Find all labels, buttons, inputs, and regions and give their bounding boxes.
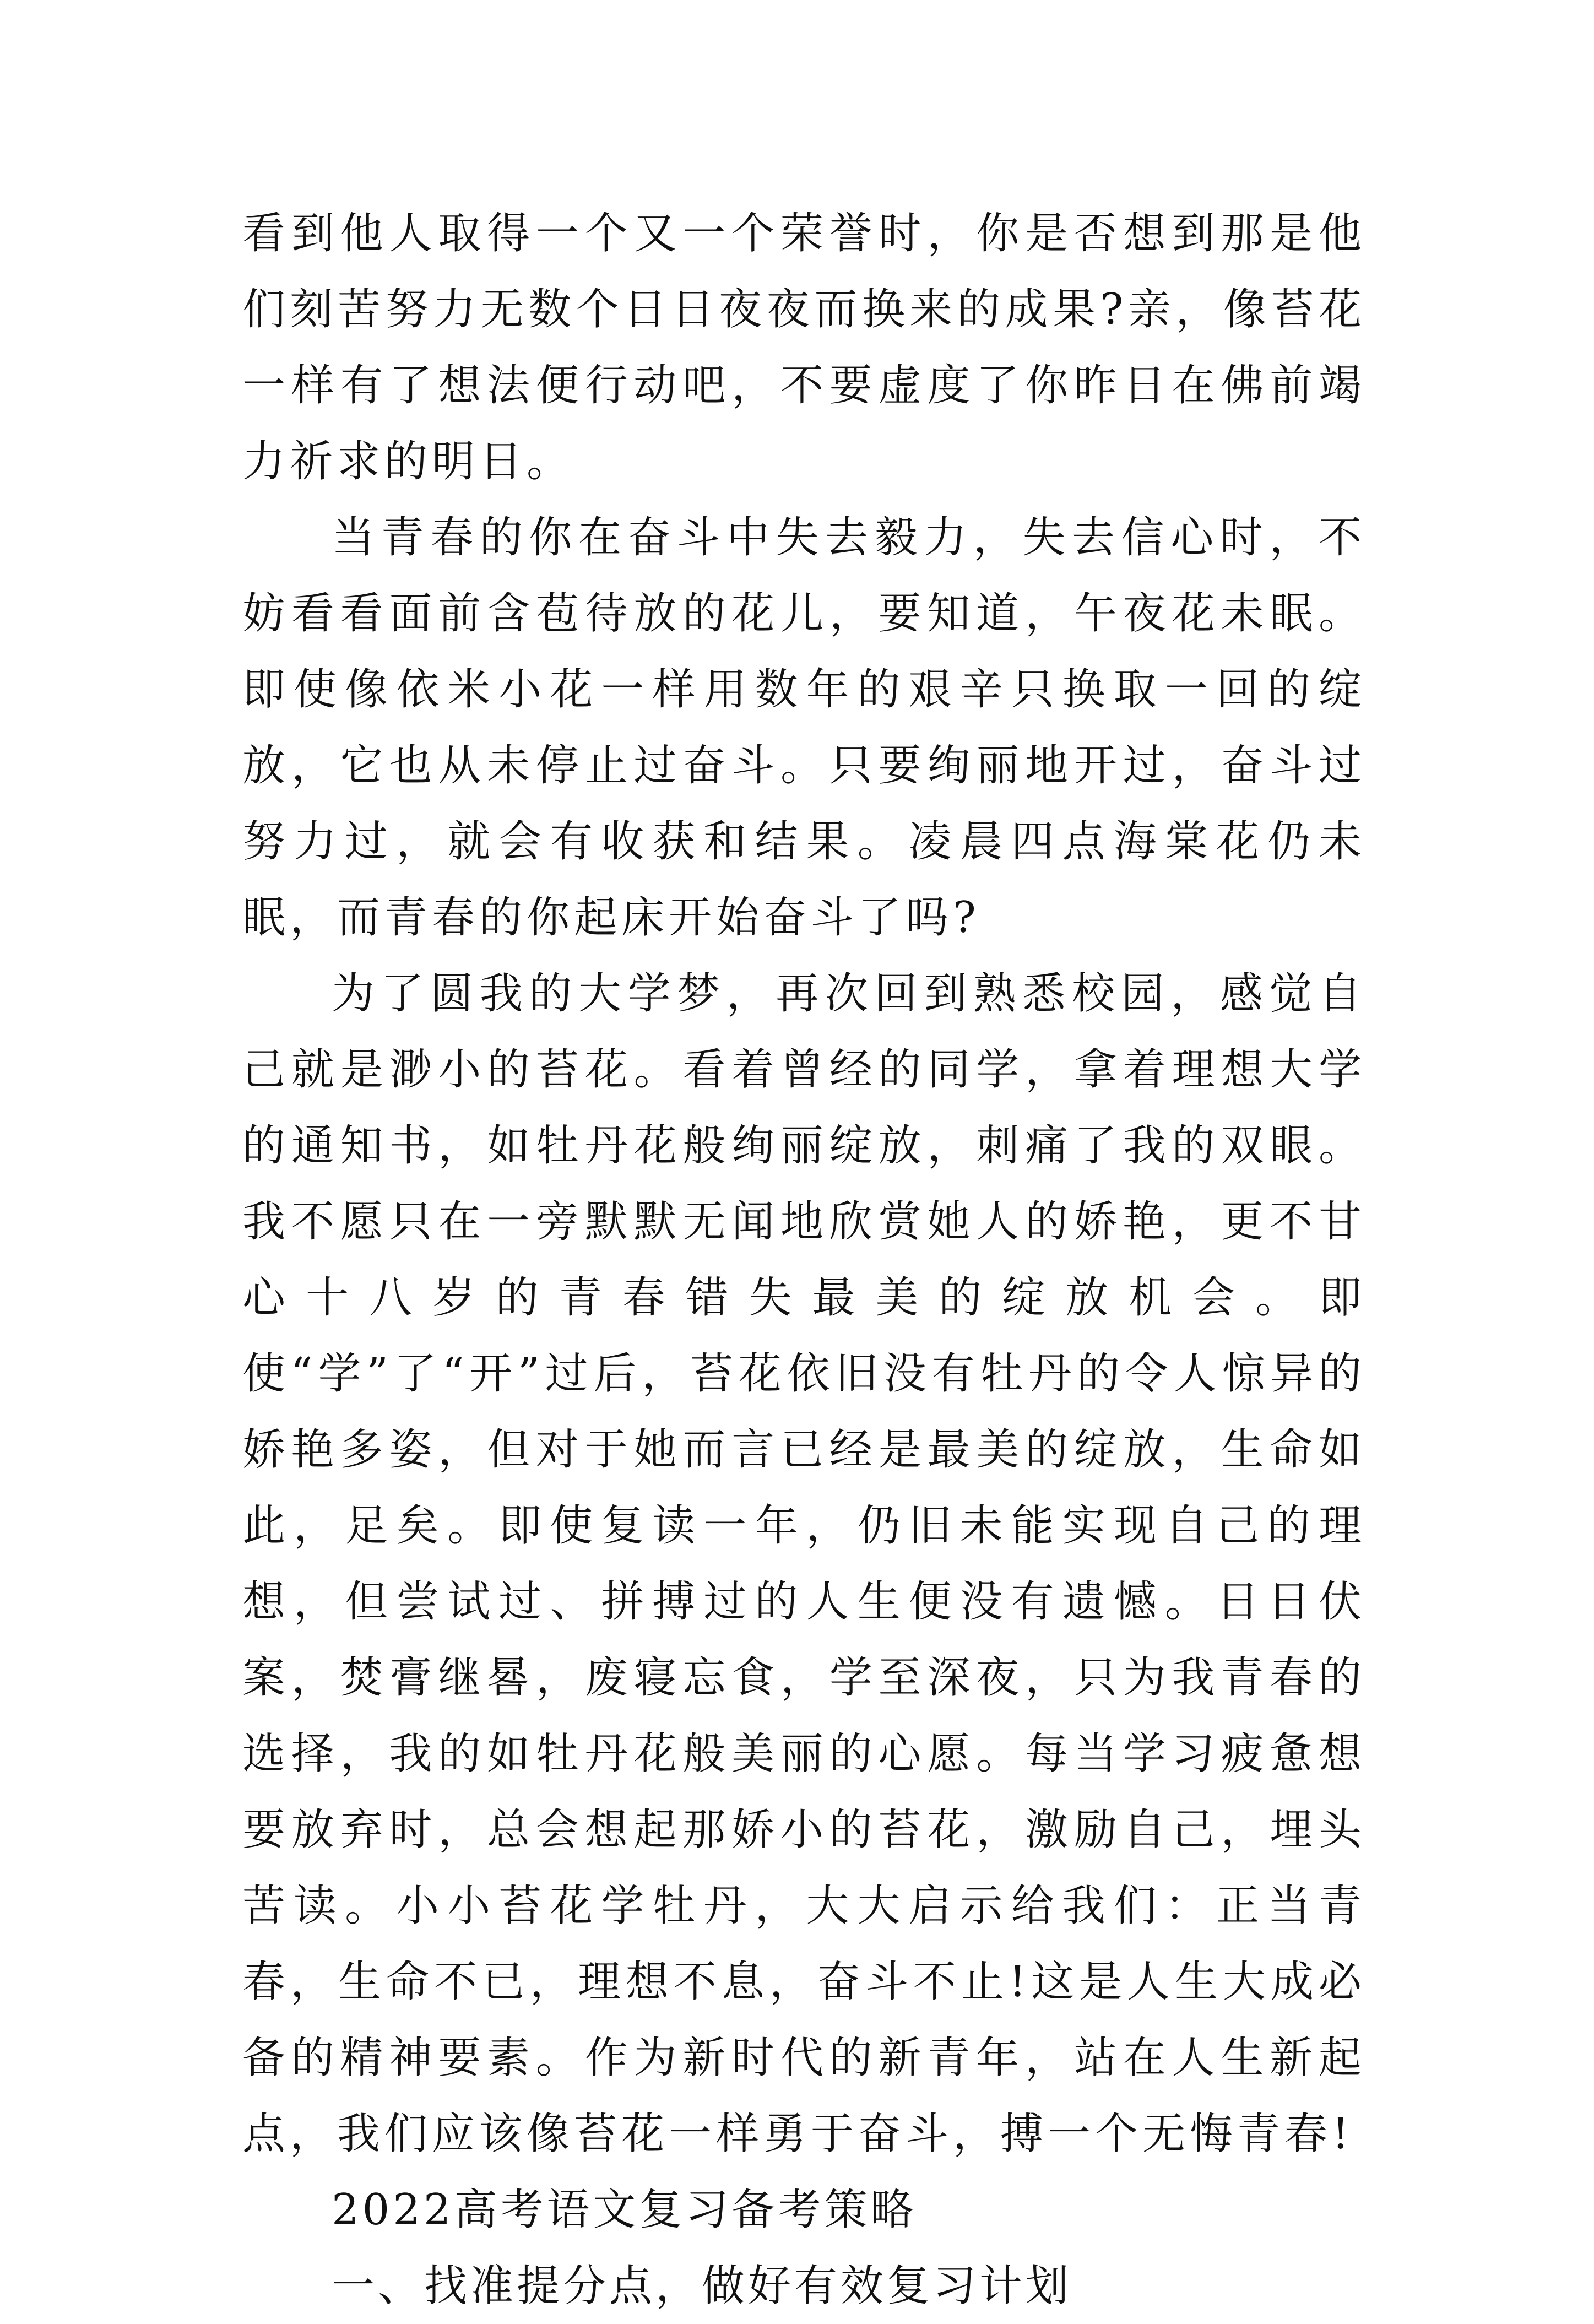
paragraph-3: 为了圆我的大学梦，再次回到熟悉校园，感觉自己就是渺小的苔花。看着曾经的同学，拿着理想大学的通知书，如牡丹花般绚丽绽放，刺痛了我的双眼。我不愿只在一旁默默无闻地欣赏她人的娇艳，更不甘心十八岁的青春错失最美的绽放机会。即使“学”了“开”过后，苔花依旧没有牡丹的令人惊异的娇艳多姿，但对于她而言已经是最美的绽放，生命如此，足矣。即使复读一年，仍旧未能实现自己的理想，但尝试过、拼搏过的人生便没有遗憾。日日伏案，焚膏继晷，废寝忘食，学至深夜，只为我青春的选择，我的如牡丹花般美丽的心愿。每当学习疲惫想要放弃时，总会想起那娇小的苔花，激励自己，埋头苦读。小小苔花学牡丹，大大启示给我们：正当青春，生命不已，理想不息，奋斗不止!这是人生大成必备的精神要素。作为新时代的新青年，站在人生新起点，我们应该像苔花一样勇于奋斗，搏一个无悔青春! xyxy=(242,969,1366,2159)
section-title: 2022高考语文复习备考策略 xyxy=(332,2185,917,2235)
subsection-title: 一、找准提分点，做好有效复习计划 xyxy=(332,2261,1072,2311)
document-body xyxy=(242,196,1366,2324)
paragraph-2: 当青春的你在奋斗中失去毅力，失去信心时，不妨看看面前含苞待放的花儿，要知道，午夜花未眠。即使像依米小花一样用数年的艰辛只换取一回的绽放，它也从未停止过奋斗。只要绚丽地开过，奋斗过努力过，就会有收获和结果。凌晨四点海棠花仍未眠，而青春的你起床开始奋斗了吗? xyxy=(242,513,1366,942)
paragraph-1: 看到他人取得一个又一个荣誉时，你是否想到那是他们刻苦努力无数个日日夜夜而换来的成果?亲，像苔花一样有了想法便行动吧，不要虚度了你昨日在佛前竭力祈求的明日。 xyxy=(242,209,1366,486)
